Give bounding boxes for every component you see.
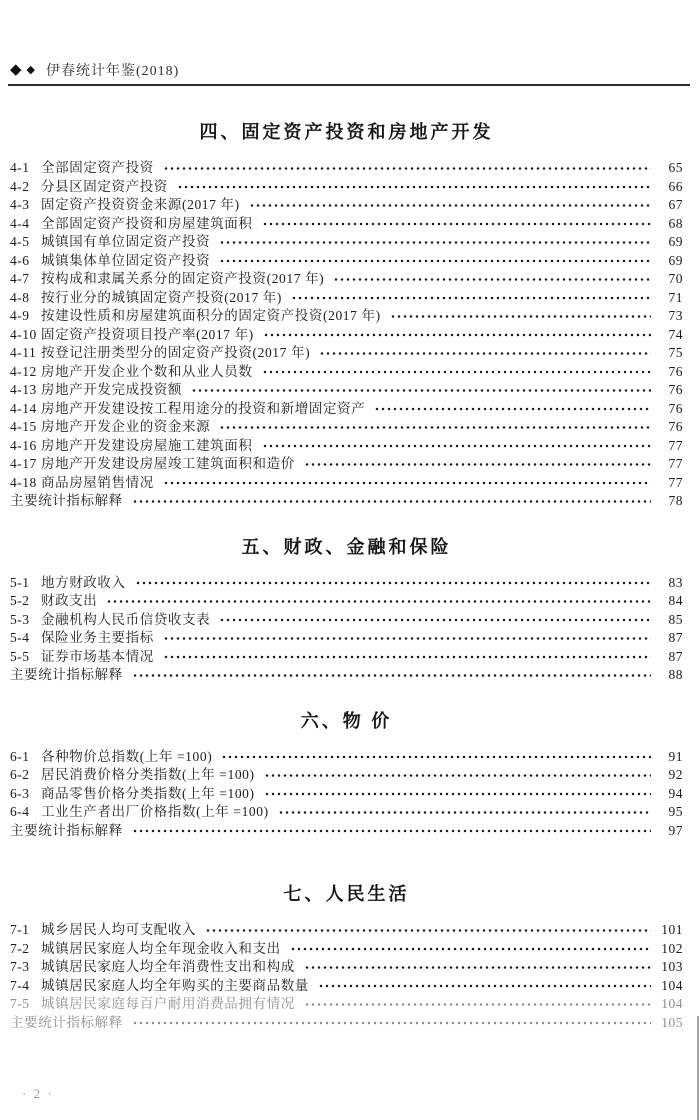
dot-leader bbox=[219, 236, 651, 250]
toc-entry bbox=[10, 178, 683, 197]
entry-title: 全部固定资产投资和房屋建筑面积 bbox=[41, 215, 253, 231]
toc-entry bbox=[10, 326, 683, 345]
entry-page: 92 bbox=[668, 767, 683, 782]
entry-page: 85 bbox=[668, 611, 683, 627]
dot-leader bbox=[163, 476, 651, 490]
entry-number: 5-5 bbox=[10, 648, 30, 664]
entry-number: 4-4 bbox=[10, 215, 30, 231]
entry-title: 商品零售价格分类指数(上年 =100) bbox=[41, 785, 255, 801]
entry-page: 76 bbox=[668, 400, 683, 416]
dot-leader bbox=[264, 787, 651, 801]
entry-page: 105 bbox=[661, 1014, 683, 1030]
entry-title: 各种物价总指数(上年 =100) bbox=[41, 748, 213, 764]
entry-page: 84 bbox=[668, 593, 683, 608]
page-footer bbox=[22, 1086, 54, 1102]
toc-section bbox=[10, 880, 683, 1032]
entry-page: 66 bbox=[668, 178, 683, 194]
entry-page: 104 bbox=[661, 977, 683, 993]
entry-title: 按行业分的城镇固定资产投资(2017 年) bbox=[41, 289, 282, 305]
toc bbox=[0, 118, 700, 1032]
entry-number: 4-8 bbox=[10, 289, 30, 305]
toc-entry bbox=[10, 940, 683, 959]
toc-entry bbox=[10, 666, 683, 685]
diamond-icon-small: ◆ bbox=[26, 63, 37, 76]
entry-page: 101 bbox=[661, 922, 683, 937]
dot-leader bbox=[177, 180, 651, 194]
entry-title: 主要统计指标解释 bbox=[10, 1014, 123, 1030]
entry-page: 94 bbox=[668, 785, 683, 801]
entry-page: 102 bbox=[661, 940, 683, 956]
entry-title: 房地产开发企业的资金来源 bbox=[41, 419, 211, 434]
toc-entry bbox=[10, 995, 683, 1014]
entry-page: 78 bbox=[668, 493, 683, 508]
entry-number: 5-1 bbox=[10, 574, 30, 590]
scan-artifact-line bbox=[697, 1016, 699, 1120]
dot-leader bbox=[291, 291, 651, 305]
page-header bbox=[8, 60, 690, 86]
toc-entry bbox=[10, 1014, 683, 1033]
entry-title: 按登记注册类型分的固定资产投资(2017 年) bbox=[41, 345, 311, 360]
dot-leader bbox=[263, 328, 651, 342]
entry-page: 77 bbox=[668, 456, 683, 471]
dot-leader bbox=[219, 421, 651, 435]
toc-entry bbox=[10, 803, 683, 822]
dot-leader bbox=[163, 162, 651, 176]
entry-title: 分县区固定资产投资 bbox=[41, 178, 168, 194]
entry-title: 房地产开发完成投资额 bbox=[41, 382, 182, 397]
dot-leader bbox=[304, 961, 651, 975]
section-title: 四、固定资产投资和房地产开发 bbox=[199, 122, 494, 142]
toc-entry bbox=[10, 455, 683, 474]
entry-page: 69 bbox=[668, 234, 683, 249]
entry-title: 房地产开发建设房屋竣工建筑面积和造价 bbox=[41, 456, 295, 471]
dot-leader bbox=[163, 632, 651, 646]
toc-entry bbox=[10, 977, 683, 996]
dot-leader bbox=[135, 576, 651, 590]
entry-number: 5-2 bbox=[10, 593, 30, 608]
entry-number: 4-1 bbox=[10, 160, 30, 175]
toc-entry bbox=[10, 418, 683, 437]
entry-page: 70 bbox=[668, 271, 683, 286]
dot-leader bbox=[221, 750, 651, 764]
toc-entry bbox=[10, 252, 683, 271]
dot-leader bbox=[290, 942, 651, 956]
entry-number: 4-7 bbox=[10, 271, 30, 286]
dot-leader bbox=[191, 384, 651, 398]
entry-page: 68 bbox=[668, 215, 683, 231]
dot-leader bbox=[333, 273, 651, 287]
entry-title: 按构成和隶属关系分的固定资产投资(2017 年) bbox=[41, 271, 325, 286]
dot-leader bbox=[219, 613, 651, 627]
entry-number: 7-5 bbox=[10, 996, 30, 1011]
entry-title: 城镇居民家庭人均全年消费性支出和构成 bbox=[41, 959, 295, 974]
entry-number: 6-3 bbox=[10, 785, 30, 801]
entry-number: 4-13 bbox=[10, 382, 37, 397]
yearbook-title: 伊春统计年鉴(2018) bbox=[46, 64, 180, 79]
toc-entry bbox=[10, 344, 683, 363]
entry-number: 4-18 bbox=[10, 474, 37, 490]
section-title: 七、人民生活 bbox=[283, 884, 410, 904]
dot-leader bbox=[390, 310, 651, 324]
folio-page-number: · 2 · bbox=[22, 1086, 54, 1101]
section-title: 六、物 价 bbox=[300, 710, 393, 731]
toc-entry bbox=[10, 381, 683, 400]
dot-leader bbox=[264, 769, 651, 783]
dot-leader bbox=[278, 806, 651, 820]
dot-leader bbox=[132, 495, 651, 509]
entry-title: 全部固定资产投资 bbox=[41, 160, 154, 175]
entry-title: 固定资产投资资金来源(2017 年) bbox=[41, 197, 240, 212]
toc-entry bbox=[10, 215, 683, 234]
dot-leader bbox=[318, 979, 651, 993]
toc-entry bbox=[10, 629, 683, 648]
entry-page: 104 bbox=[661, 996, 683, 1011]
toc-entry bbox=[10, 233, 683, 252]
dot-leader bbox=[219, 254, 651, 268]
entry-number: 6-4 bbox=[10, 804, 30, 819]
entry-number: 5-3 bbox=[10, 611, 30, 627]
entry-page: 65 bbox=[668, 160, 683, 175]
toc-entry bbox=[10, 270, 683, 289]
toc-section bbox=[10, 533, 683, 685]
entry-page: 91 bbox=[668, 748, 683, 764]
entry-number: 4-10 bbox=[10, 326, 37, 342]
entry-number: 4-2 bbox=[10, 178, 30, 194]
entry-page: 103 bbox=[661, 959, 683, 974]
entry-number: 7-2 bbox=[10, 940, 30, 956]
toc-entry bbox=[10, 474, 683, 493]
toc-entry bbox=[10, 785, 683, 804]
entry-number: 4-15 bbox=[10, 419, 37, 434]
entry-page: 67 bbox=[668, 197, 683, 212]
entry-page: 76 bbox=[668, 419, 683, 434]
entry-title: 城镇居民家庭人均全年现金收入和支出 bbox=[41, 940, 281, 956]
diamond-icon-large: ◆ bbox=[10, 61, 23, 78]
entry-number: 7-3 bbox=[10, 959, 30, 974]
entry-title: 居民消费价格分类指数(上年 =100) bbox=[41, 767, 255, 782]
entry-title: 主要统计指标解释 bbox=[10, 667, 123, 682]
dot-leader bbox=[205, 924, 651, 938]
entry-number: 7-4 bbox=[10, 977, 30, 993]
section-title: 五、财政、金融和保险 bbox=[241, 536, 452, 557]
entry-title: 房地产开发建设房屋施工建筑面积 bbox=[41, 437, 253, 453]
dot-leader bbox=[262, 365, 652, 379]
entry-title: 商品房屋销售情况 bbox=[41, 474, 154, 490]
toc-entry bbox=[10, 822, 683, 841]
entry-number: 4-14 bbox=[10, 400, 37, 416]
entry-title: 固定资产投资项目投产率(2017 年) bbox=[41, 326, 254, 342]
entry-page: 74 bbox=[668, 326, 683, 342]
entry-page: 87 bbox=[668, 630, 683, 645]
dot-leader bbox=[262, 439, 652, 453]
entry-number: 5-4 bbox=[10, 630, 30, 645]
entry-title: 财政支出 bbox=[41, 593, 98, 608]
entry-title: 工业生产者出厂价格指数(上年 =100) bbox=[41, 804, 269, 819]
toc-entry bbox=[10, 648, 683, 667]
toc-entry bbox=[10, 307, 683, 326]
entry-title: 房地产开发企业个数和从业人员数 bbox=[41, 363, 253, 379]
toc-section bbox=[10, 707, 683, 841]
entry-page: 69 bbox=[668, 252, 683, 268]
toc-entry bbox=[10, 400, 683, 419]
entry-title: 按建设性质和房屋建筑面积分的固定资产投资(2017 年) bbox=[41, 308, 381, 323]
dot-leader bbox=[132, 1016, 651, 1030]
toc-entry bbox=[10, 437, 683, 456]
entry-page: 97 bbox=[668, 822, 683, 838]
entry-title: 城镇集体单位固定资产投资 bbox=[41, 252, 211, 268]
entry-page: 83 bbox=[668, 574, 683, 590]
entry-page: 71 bbox=[668, 289, 683, 305]
dot-leader bbox=[132, 824, 651, 838]
dot-leader bbox=[304, 998, 651, 1012]
toc-entry bbox=[10, 196, 683, 215]
entry-page: 95 bbox=[668, 804, 683, 819]
entry-title: 城乡居民人均可支配收入 bbox=[41, 922, 197, 937]
toc-section bbox=[10, 118, 683, 511]
toc-entry bbox=[10, 611, 683, 630]
entry-title: 城镇国有单位固定资产投资 bbox=[41, 234, 211, 249]
toc-entry bbox=[10, 748, 683, 767]
entry-number: 4-3 bbox=[10, 197, 30, 212]
dot-leader bbox=[262, 217, 652, 231]
toc-entry bbox=[10, 289, 683, 308]
entry-page: 77 bbox=[668, 437, 683, 453]
toc-entry bbox=[10, 766, 683, 785]
entry-number: 4-12 bbox=[10, 363, 37, 379]
toc-entry bbox=[10, 921, 683, 940]
toc-entry bbox=[10, 363, 683, 382]
dot-leader bbox=[132, 669, 651, 683]
toc-entry bbox=[10, 159, 683, 178]
entry-title: 城镇居民家庭每百户耐用消费品拥有情况 bbox=[41, 996, 295, 1011]
dot-leader bbox=[319, 347, 651, 361]
entry-title: 主要统计指标解释 bbox=[10, 822, 123, 838]
entry-title: 房地产开发建设按工程用途分的投资和新增固定资产 bbox=[41, 400, 366, 416]
entry-number: 4-17 bbox=[10, 456, 37, 471]
entry-number: 4-16 bbox=[10, 437, 37, 453]
entry-page: 75 bbox=[668, 345, 683, 360]
entry-number: 7-1 bbox=[10, 922, 30, 937]
entry-title: 城镇居民家庭人均全年购买的主要商品数量 bbox=[41, 977, 309, 993]
entry-title: 金融机构人民币信贷收支表 bbox=[41, 611, 211, 627]
entry-number: 6-1 bbox=[10, 748, 30, 764]
toc-entry bbox=[10, 958, 683, 977]
entry-number: 4-11 bbox=[10, 345, 37, 360]
entry-page: 87 bbox=[668, 648, 683, 664]
toc-entry bbox=[10, 574, 683, 593]
entry-number: 4-6 bbox=[10, 252, 30, 268]
entry-page: 76 bbox=[668, 382, 683, 397]
dot-leader bbox=[163, 650, 651, 664]
toc-entry bbox=[10, 592, 683, 611]
entry-page: 77 bbox=[668, 474, 683, 490]
entry-number: 4-5 bbox=[10, 234, 30, 249]
toc-entry bbox=[10, 492, 683, 511]
dot-leader bbox=[249, 199, 651, 213]
entry-number: 4-9 bbox=[10, 308, 30, 323]
entry-page: 88 bbox=[668, 667, 683, 682]
dot-leader bbox=[374, 402, 651, 416]
entry-page: 73 bbox=[668, 308, 683, 323]
entry-title: 主要统计指标解释 bbox=[10, 493, 123, 508]
entry-page: 76 bbox=[668, 363, 683, 379]
entry-title: 证券市场基本情况 bbox=[41, 648, 154, 664]
entry-title: 地方财政收入 bbox=[41, 574, 126, 590]
entry-title: 保险业务主要指标 bbox=[41, 630, 154, 645]
entry-number: 6-2 bbox=[10, 767, 30, 782]
dot-leader bbox=[106, 595, 651, 609]
dot-leader bbox=[304, 458, 651, 472]
